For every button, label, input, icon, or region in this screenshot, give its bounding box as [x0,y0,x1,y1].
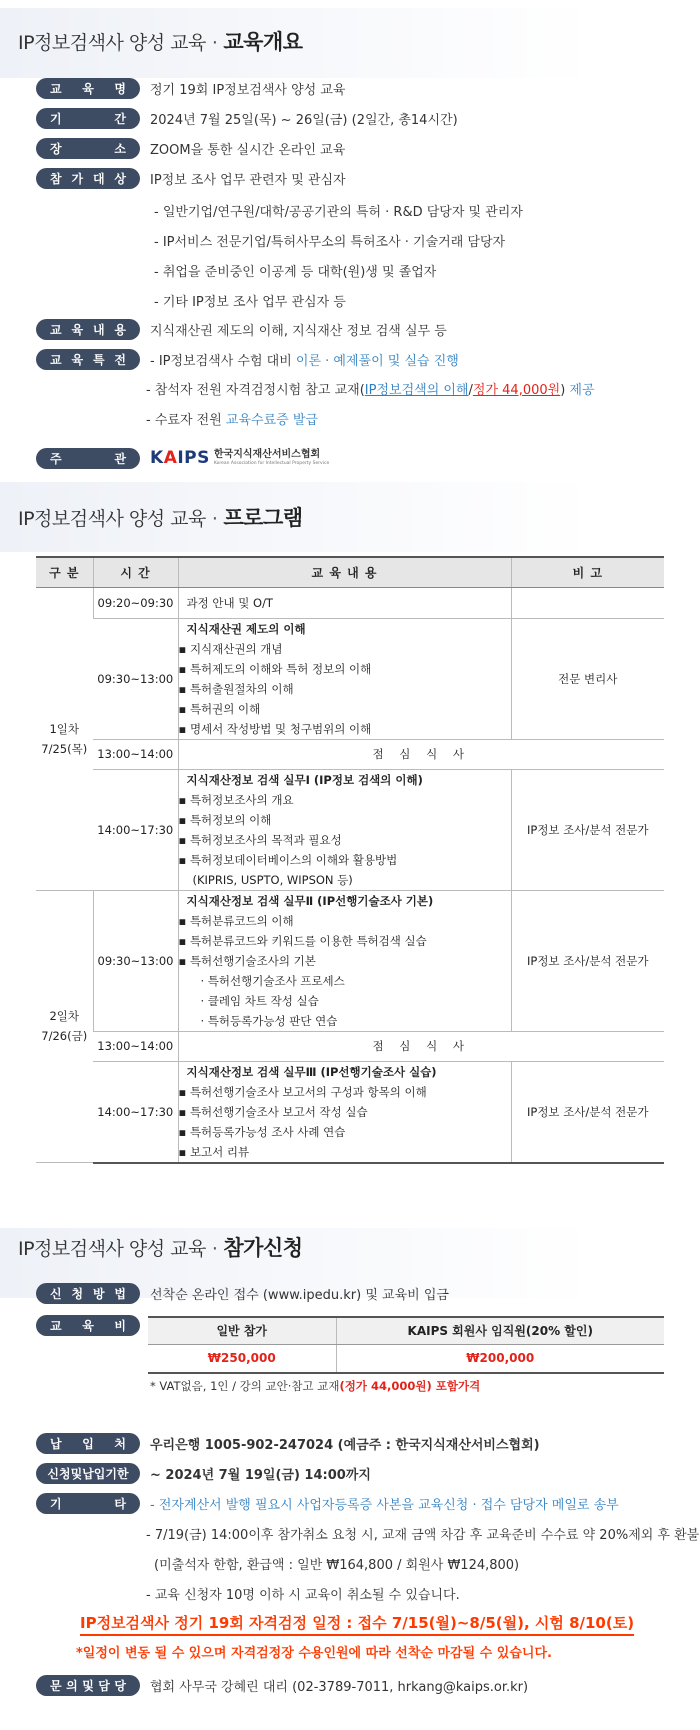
label-pill: 교 육 특 전 [36,349,140,370]
apply-row-etc [36,1492,619,1514]
lunch-cell: 점 심 식 사 [178,739,664,769]
time-cell: 09:30~13:00 [93,618,178,739]
fee-table [148,1316,664,1374]
content-cell: 지식재산정보 검색 실무Ⅱ (IP선행기술조사 기본) ▪ 특허분류코드의 이해 ▪ 특허분류코드와 키워드를 이용한 특허검색 실습 ▪ 특허선행기술조사의 기본 · 특허선행기술조사 프로세스 · 클레임 차트 작성 실습 · 특허등록가능성 판단 연습 [178,890,511,1031]
fee-header: KAIPS 회원사 임직원(20% 할인) [336,1317,664,1344]
label-pill: 신청및납입기한 [36,1463,140,1484]
course-place: ZOOM을 통한 실시간 온라인 교육 [150,142,346,158]
note-cell: IP정보 조사/분석 전문가 [511,1061,664,1163]
table-row [36,769,664,890]
apply-title: IP정보검색사 양성 교육 · 참가신청 [18,1236,303,1260]
note-cell: 전문 변리사 [511,618,664,739]
apply-row-payment [36,1432,540,1454]
label-pill: 신 청 방 법 [36,1283,140,1304]
etc-2: - 7/19(금) 14:00이후 참가취소 요청 시, 교재 금액 차감 후 교육준비 수수료 약 20%제외 후 환불 [146,1528,700,1543]
time-cell: 14:00~17:30 [93,1061,178,1163]
feature-3: - 수료자 전원 교육수료증 발급 [146,413,318,428]
label-pill: 주 관 [36,448,140,469]
fee-value: ₩200,000 [336,1344,664,1373]
content-cell: 지식재산정보 검색 실무Ⅰ (IP정보 검색의 이해) ▪ 특허정보조사의 개요 ▪ 특허정보의 이해 ▪ 특허정보조사의 목적과 필요성 ▪ 특허정보데이터베이스의 이해와 활용방법 (KIPRIS, USPTO, WIPSON 등) [178,769,511,890]
overview-row-period [36,107,458,129]
fee-note: * VAT없음, 1인 / 강의 교안·참고 교재(정가 44,000원) 포함가격 [150,1379,481,1393]
col-header: 교 육 내 용 [178,557,511,587]
overview-row-place [36,137,345,159]
table-row [36,1031,664,1061]
col-header: 시 간 [93,557,178,587]
feature-2: - 참석자 전원 자격검정시험 참고 교재(IP정보검색의 이해/정가 44,000원) 제공 [146,383,595,398]
fee-value: ₩250,000 [148,1344,336,1373]
label-pill: 참 가 대 상 [36,168,140,189]
lunch-cell: 점 심 식 사 [178,1031,664,1061]
table-row [36,587,664,618]
time-cell: 13:00~14:00 [93,1031,178,1061]
table-row [36,1061,664,1163]
content-cell: 과정 안내 및 O/T [178,587,511,618]
apply-row-method [36,1282,449,1304]
schedule-change-notice: *일정이 변동 될 수 있으며 자격검정장 수용인원에 따라 선착순 마감될 수 있습니다. [76,1646,552,1661]
label-pill: 납 입 처 [36,1433,140,1454]
label-pill: 교 육 명 [36,78,140,99]
exam-schedule-notice: IP정보검색사 정기 19회 자격검정 일정 : 접수 7/15(월)~8/5(월), 시험 8/10(토) [80,1612,634,1636]
time-cell: 14:00~17:30 [93,769,178,890]
label-pill: 기 타 [36,1493,140,1514]
overview-row-name [36,77,345,99]
program-title: IP정보검색사 양성 교육 · 프로그램 [18,506,303,530]
etc-1: - 전자계산서 발행 필요시 사업자등록증 사본을 교육신청 · 접수 담당자 메일로 송부 [150,1497,619,1513]
note-cell [511,587,664,618]
day2-cell: 2일차 7/26(금) [36,890,93,1163]
label-pill: 기 간 [36,108,140,129]
content-cell: 지식재산권 제도의 이해 ▪ 지식재산권의 개념 ▪ 특허제도의 이해와 특허 정보의 이해 ▪ 특허출원절차의 이해 ▪ 특허권의 이해 ▪ 명세서 작성방법 및 청구범위의 이해 [178,618,511,739]
target-detail: - 일반기업/연구원/대학/공공기관의 특허 · R&D 담당자 및 관리자 [154,205,523,220]
col-header: 비 고 [511,557,664,587]
target-detail: - 취업을 준비중인 이공계 등 대학(원)생 및 졸업자 [154,265,437,280]
course-name: 정기 19회 IP정보검색사 양성 교육 [150,82,346,98]
time-cell: 09:20~09:30 [93,587,178,618]
label-pill: 문 의 및 담 당 [36,1675,140,1696]
label-pill: 장 소 [36,138,140,159]
overview-row-target [36,167,346,189]
table-row [36,618,664,739]
time-cell: 09:30~13:00 [93,890,178,1031]
note-cell: IP정보 조사/분석 전문가 [511,769,664,890]
feature-1: - IP정보검색사 수험 대비 이론 · 예제풀이 및 실습 진행 [150,353,459,369]
time-cell: 13:00~14:00 [93,739,178,769]
note-cell: IP정보 조사/분석 전문가 [511,890,664,1031]
day1-cell: 1일차 7/25(목) [36,587,93,890]
program-table [36,556,664,1164]
payment-account: 우리은행 1005-902-247024 (예금주 : 한국지식재산서비스협회) [150,1437,540,1453]
label-pill: 교 육 내 용 [36,319,140,340]
course-target: IP정보 조사 업무 관련자 및 관심자 [150,172,346,188]
apply-row-deadline [36,1462,371,1484]
target-detail: - 기타 IP정보 조사 업무 관심자 등 [154,295,346,310]
table-header-row [36,557,664,587]
apply-method: 선착순 온라인 접수 (www.ipedu.kr) 및 교육비 입금 [150,1287,449,1303]
overview-title: IP정보검색사 양성 교육 · 교육개요 [18,30,303,54]
kaips-logo: KAIPS 한국지식재산서비스협회 Korean Association for Intellectual Property Service [150,448,330,468]
deadline: ~ 2024년 7월 19일(금) 14:00까지 [150,1467,371,1483]
label-pill: 교 육 비 [36,1315,140,1336]
course-period: 2024년 7월 25일(목) ~ 26일(금) (2일간, 총14시간) [150,112,458,128]
target-detail: - IP서비스 전문기업/특허사무소의 특허조사 · 기술거래 담당자 [154,235,506,250]
col-header: 구 분 [36,557,93,587]
course-content: 지식재산권 제도의 이해, 지식재산 정보 검색 실무 등 [150,323,447,339]
etc-3: (미출석자 한함, 환급액 : 일반 ₩164,800 / 회원사 ₩124,800) [154,1558,520,1573]
apply-row-contact [36,1674,528,1696]
content-cell: 지식재산정보 검색 실무Ⅲ (IP선행기술조사 실습) ▪ 특허선행기술조사 보고서의 구성과 항목의 이해 ▪ 특허선행기술조사 보고서 작성 실습 ▪ 특허등록가능성 조사 사례 연습 ▪ 보고서 리뷰 [178,1061,511,1163]
fee-header: 일반 참가 [148,1317,336,1344]
etc-4: - 교육 신청자 10명 이하 시 교육이 취소될 수 있습니다. [146,1588,460,1603]
overview-row-features [36,348,459,370]
contact-info: 협회 사무국 강혜린 대리 (02-3789-7011, hrkang@kaips.or.kr) [150,1679,529,1695]
overview-row-content [36,318,447,340]
apply-row-fee [36,1314,140,1336]
table-row [36,739,664,769]
table-row [36,890,664,1031]
overview-row-host [36,447,329,469]
